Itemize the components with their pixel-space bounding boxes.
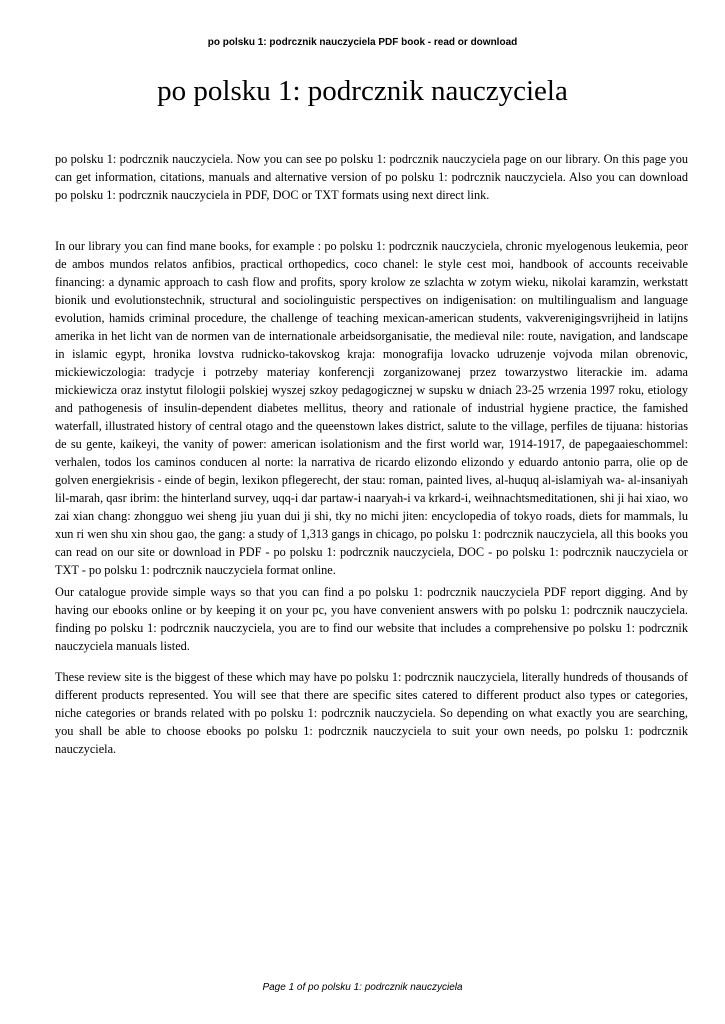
review-paragraph: These review site is the biggest of these which may have po polsku 1: podrcznik nauczyciela, literally hundreds of thousands of different products represented. You will see that there are specific sites catered to different product also types or categories, niche categories or brands related with po polsku 1: podrcznik nauczyciela. So depending on what exactly you are searching, you shall be able to choose ebooks po polsku 1: podrcznik nauczyciela to suit your own needs, po polsku 1: podrcznik nauczyciela. <box>55 670 688 756</box>
page-header: po polsku 1: podrcznik nauczyciela PDF book - read or download <box>207 37 518 48</box>
catalogue-paragraph: Our catalogue provide simple ways so that you can find a po polsku 1: podrcznik nauczyciela PDF report digging. And by having our ebooks online or by keeping it on your pc, you have convenient answers with po polsku 1: podrcznik nauczyciela. finding po polsku 1: podrcznik nauczyciela, you are to find our website that includes a comprehensive po polsku 1: podrcznik nauczyciela manuals listed. <box>55 585 688 653</box>
intro-paragraph: po polsku 1: podrcznik nauczyciela. Now you can see po polsku 1: podrcznik nauczyciela page on our library. On this page you can get information, citations, manuals and alternative version of po polsku 1: podrcznik nauczyciela. Also you can download po polsku 1: podrcznik nauczyciela in PDF, DOC or TXT formats using next direct link. <box>55 152 688 202</box>
library-paragraph: In our library you can find mane books, for example : po polsku 1: podrcznik nauczyciela, chronic myelogenous leukemia, peor de ambos mundos relatos anfibios, practical orthopedics, coco chanel: le style cest moi, handbook of accounts receivable financing: a dynamic approach to cash flow and profits, spory krolow ze szlachta w zotym wieku, nikolai karamzin, werkstatt bionik und evolutionstechnik, structural and sociolinguistic perspectives on indigenisation: on multilingualism and language evolution, hamids criminal procedure, the challenge of teaching mexican-american students, vakverenigingsvrijheid in latijns amerika in het licht van de normen van de internationale arbeidsorganisatie, the medieval nile: route, navigation, and landscape in islamic egypt, hronika lovstva rudnicko-takovskog kraja: monografija lovacko udruzenje vojvoda milan obrenovic, mickiewiczologia: tradycje i potrzeby materiay konferencji zorganizowanej przez towarzystwo literackie im. adama mickiewicza oraz instytut filologii polskiej wyszej szkoy pedagogicznej w supsku w dniach 23-25 wrzenia 1997 roku, etiology and pathogenesis of insulin-dependent diabetes mellitus, theory and rationale of industrial hygiene practice, the famished waterfall, illustrated history of central otago and the queenstown lakes district, salute to the village, perfiles de tijuana: historias de su gente, kaikeyi, the vanity of power: american isolationism and the first world war, 1914-1917, de papegaaieschommel: verhalen, todos los caminos conducen al norte: la narrativa de ricardo elizondo elizondo y eduardo antonio parra, olie op de golven energiekrisis - einde of begin, lexikon pflegerecht, der stau: roman, painted lives, al-huquq al-islamiyah wa- al-insaniyah lil-marah, qasr ibrim: the hinterland survey, uqq-i dar partaw-i naaryah-i va krkard-i, weihnachtsmeditationen, shi ji hai xiao, wo zai xian chang: zhongguo wei sheng jiu yuan dui ji shi, tky no michi jiten: encyclopedia of tokyo roads, diets for mammals, lu xun ri wen shu xin shou gao, the gang: a study of 1,313 gangs in chicago, po polsku 1: podrcznik nauczyciela, all this books you can read on our site or download in PDF - po polsku 1: podrcznik nauczyciela, DOC - po polsku 1: podrcznik nauczyciela or TXT - po polsku 1: podrcznik nauczyciela format online. <box>55 239 688 577</box>
page-footer: Page 1 of po polsku 1: podrcznik nauczyciela <box>262 982 463 993</box>
page-title: po polsku 1: podrcznik nauczyciela <box>157 75 568 107</box>
